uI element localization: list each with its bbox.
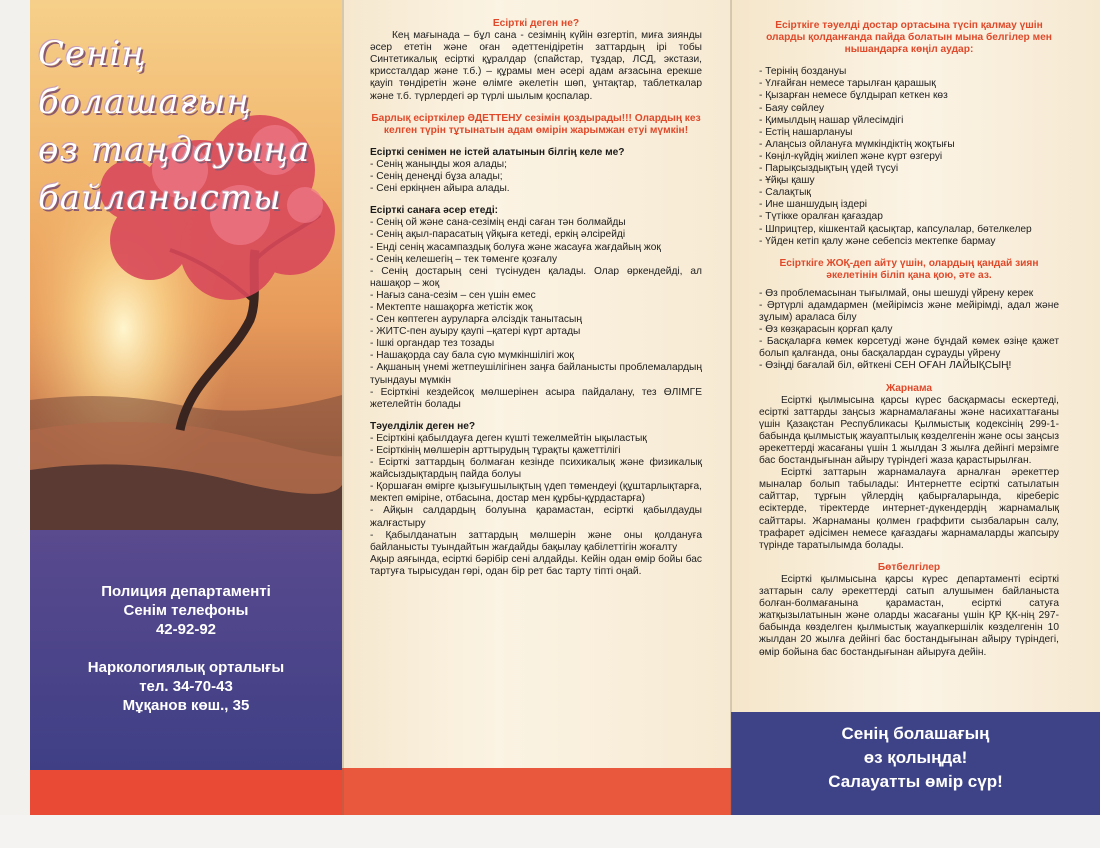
intro-paragraph: Кең мағынада – бұл сана - сезімнің күйін өзгертіп, миға зиянды әсер ететін және оған әдеттенідіретін заттардың ірі тобы Синтетикалық есірткі құралдар (спайстар, тұздар, ЛСД, экстази, криссталдар және т.б.) – құрамы мен әсері адам ағзасына ерекше қауіп төндіретін және өлімге әкелетін шөп, ұнтақтар, таблеткалар және т.б. түрлердегі әр түрлі шылым қоспалар. <box>370 30 702 102</box>
list-item: - Есірткіні қабылдауға деген күшті тежелмейтін ықыластық <box>370 432 647 444</box>
section-heading: Есірткі деген не? <box>492 18 580 29</box>
ad-paragraph: Есірткі заттарын жарнамалауға арналған әрекеттер мыналар болып табылады: Интернетте есірткі сатылатын сайттар, тұрғын үйлердің қабырғаларында, кіреберіс есіктерде, тіректерде интернет-дүкендердің жарнамалық сайттары. Жарнаманы қолмен граффити сызбаларын салу, трафарет әдісімен немесе қағаздағы жарнамаларды жапсыру түрінде таратылымда болады. <box>759 467 1059 551</box>
red-strip <box>342 768 731 815</box>
slogan-line: Сенің болашағың <box>841 724 990 743</box>
list-item: - Есірткіні кездейсоқ мөлшерінен асыра пайдалану, тез ӨЛІМГЕ жетелейтін болады <box>370 386 702 410</box>
list-item: - Терінің боздануы <box>759 66 847 78</box>
contact-line: Сенім телефоны <box>123 602 249 619</box>
list-item: - Үйден кетіп қалу және себепсіз мектепке бармау <box>759 235 996 247</box>
contact-box <box>30 530 342 770</box>
contact-line: 42-92-92 <box>155 621 217 638</box>
list-item: - Басқаларға көмек көрсетуді және бұндай көмек өзіңе қажет болып қалғанда, оны басқалардан сұрауды үйрену <box>759 336 1059 360</box>
narcology-contact <box>30 658 342 715</box>
list-item: - Сенің достарың сені түсінуден қалады. Олар өркендейді, ал нашақор – жоқ <box>370 265 702 289</box>
closing-paragraph: Ақыр аяғында, есірткі бәрібір сені алдайды. Кейін одан өмір бойы бас тартуға тырысудан гөрі, одан бір рет бас тарту тіпті оңай. <box>370 553 702 577</box>
list-item: - Ине шаншудың іздері <box>759 199 868 211</box>
list-item: - Қабылданатын заттардың мөлшерін және оны қолдануға байланысты туындайтын жағдайды бақылау қабілеттігін жоғалту <box>370 529 702 553</box>
section-title: Тәуелділік деген не? <box>370 420 476 432</box>
list-item: - Қимылдың нашар үйлесімдігі <box>759 114 904 126</box>
ad-title: Жарнама <box>885 382 933 394</box>
list-item: - Баяу сөйлеу <box>759 102 825 114</box>
list-item: - Есірткі заттардың болмаған кезінде психикалық және физикалық жайсыздықтардың пайда болуы <box>370 457 702 481</box>
middle-column <box>370 18 702 578</box>
list-item: - Сенің ой және сана-сезімің енді саған тән болмайды <box>370 217 626 229</box>
contact-line: тел. 34-70-43 <box>139 678 233 695</box>
fold-line <box>730 0 732 815</box>
list-item: - Сенің денеңді бұза алады; <box>370 171 503 183</box>
list-item: - Ұйқы қашу <box>759 175 815 187</box>
list-item: - Алаңсыз ойлануға мүмкіндіктің жоқтығы <box>759 138 955 150</box>
section-title: Есірткі санаға әсер етеді: <box>370 205 499 217</box>
list-item: - Әртүрлі адамдармен (мейірімсіз және мейірімді, адал және зұлым) араласа білу <box>759 299 1059 324</box>
list-item: - Көңіл-күйдің жиілеп және күрт өзгеруі <box>759 150 943 162</box>
middle-panel <box>342 0 731 815</box>
list-item: - ЖИТС-пен ауыру қаупі –қатері күрт артады <box>370 326 581 338</box>
cover-panel <box>30 0 342 815</box>
warning-text: Барлық есірткілер ӘДЕТТЕНУ сезімін қоздырады!!! Олардың кез келген түрін тұтынатын адам өмірін жарымжан етуі мүмкін! <box>371 112 701 136</box>
right-column <box>759 20 1059 659</box>
contact-line: Полиция департаменті <box>101 583 271 600</box>
section-heading: Есірткіге ЖОҚ-деп айту үшін, олардың қандай зиян әкелетінін біліп қана қою, әте аз. <box>779 257 1039 281</box>
list-item: - Айқын салдардың болуына қарамастан, есірткі қабылдауды жалғастыру <box>370 505 702 529</box>
list-item: - Есірткінің мөлшерін арттырудың тұрақты қажеттілігі <box>370 445 621 456</box>
ad-paragraph: Есірткі қылмысына қарсы күрес басқармасы ескертеді, есірткі заттарды заңсыз жарнамалағаны және насихаттағаны үшін Қазақстан Республикасы Қылмыстық кодексінің 299-1-бабында қылмыстық жауаптылық көзделгенін және осы заңсыз әрекеттерді жасағаны үшін 1 жылдан 3 жылға дейінгі мерзімге бас бостандығынан айыру түріндегі жаза қарастырылған. <box>759 394 1059 467</box>
list-item: - Өз көзқарасын қорғап қалу <box>759 324 893 336</box>
cover-title-line: өз таңдауыңа <box>38 130 311 170</box>
page-margin <box>0 815 1100 848</box>
cover-title-line: байланысты <box>38 178 282 218</box>
list-item: - Өз проблемасынан тығылмай, оны шешуді үйрену керек <box>759 287 1034 299</box>
list-item: - Шприцтер, кішкентай қасықтар, капсулалар, бөтелкелер <box>759 223 1032 235</box>
list-item: - Сенің келешегің – тек төменге қозғалу <box>370 253 558 265</box>
list-item: - Сені еркіңнен айыра алады. <box>370 183 510 195</box>
section-title: Есірткі сенімен не істей алатынын білгің келе ме? <box>370 146 625 158</box>
right-panel <box>731 0 1100 815</box>
slogan-line: өз қолыңда! <box>863 748 968 767</box>
cover-title <box>38 30 338 222</box>
list-item: - Естің нашарлануы <box>759 126 853 138</box>
slogan-line: Салауатты өмір сүр! <box>828 772 1003 791</box>
list-item: - Нағыз сана-сезім – сен үшін емес <box>370 289 536 301</box>
cover-title-line: Сенің болашағың <box>38 34 252 122</box>
contact-line: Наркологиялық орталығы <box>87 659 285 676</box>
list-item: - Сенің жаныңды жоя алады; <box>370 158 507 170</box>
fold-line <box>342 0 344 815</box>
section-heading: Есірткіге тәуелді достар ортасына түсіп қалмау үшін оларды қолданғанда пайда болатын мына белгілер мен нышандарға көңіл аудар: <box>766 20 1052 56</box>
list-item: - Нашақорда сау бала сүю мүмкіншілігі жоқ <box>370 350 574 362</box>
sale-title: Бөтбелгілер <box>877 561 941 573</box>
list-item: - Енді сенің жасампаздық болуға және жасауға жағдайың жоқ <box>370 241 661 253</box>
police-contact <box>30 582 342 639</box>
list-item: - Парықсыздықтың үдей түсуі <box>759 163 899 175</box>
list-item: - Сен көптеген ауруларға әлсіздік танытасың <box>370 314 582 326</box>
red-strip <box>30 770 342 815</box>
list-item: - Үлғайған немесе тарылған қарашық <box>759 78 936 90</box>
list-item: - Сенің ақыл-парасатың үйқыға кетеді, еркің әлсірейді <box>370 229 626 241</box>
list-item: - Салақтық <box>759 187 811 199</box>
list-item: - Өзіңді бағалай біл, өйткені СЕН ОҒАН ЛАЙЫҚСЫҢ! <box>759 360 1012 372</box>
contact-line: Мұқанов көш., 35 <box>122 697 250 714</box>
sale-paragraph: Есірткі қылмысына қарсы күрес департаменті есірткі заттарын салу әрекеттерді сатып алушымен байланыста болған-болмағанына қарамастан, есірткі сатуға жатқызылатынын және оларды жасағаны үшін ҚР ҚК-нің 297-бабында көзделген қылмыстық жауапкершілік көзделгенін 10 жылдан 20 жылға дейінгі бас бостандығынан айыру түріндегі, өмір бойына бас бостандығынан айыруға дейін. <box>759 573 1059 658</box>
list-item: - Мектепте нашақорға жетістік жоқ <box>370 301 533 313</box>
list-item: - Ақшаның үнемі жетпеушілігінен заңға байланысты проблемалардың туындауы мүмкін <box>370 362 702 386</box>
list-item: - Қоршаған өмірге қызығушылықтың үдеп төмендеуі (құштарлықтарға, мектеп өміріне, отбасына, достар мен құрбы-құрдастарға) <box>370 481 702 505</box>
list-item: - Қызарған немесе бұлдырап кеткен көз <box>759 90 948 102</box>
list-item: - Түтікке оралған қағаздар <box>759 211 883 223</box>
list-item: - Ішкі органдар тез тозады <box>370 338 495 350</box>
slogan <box>731 722 1100 794</box>
